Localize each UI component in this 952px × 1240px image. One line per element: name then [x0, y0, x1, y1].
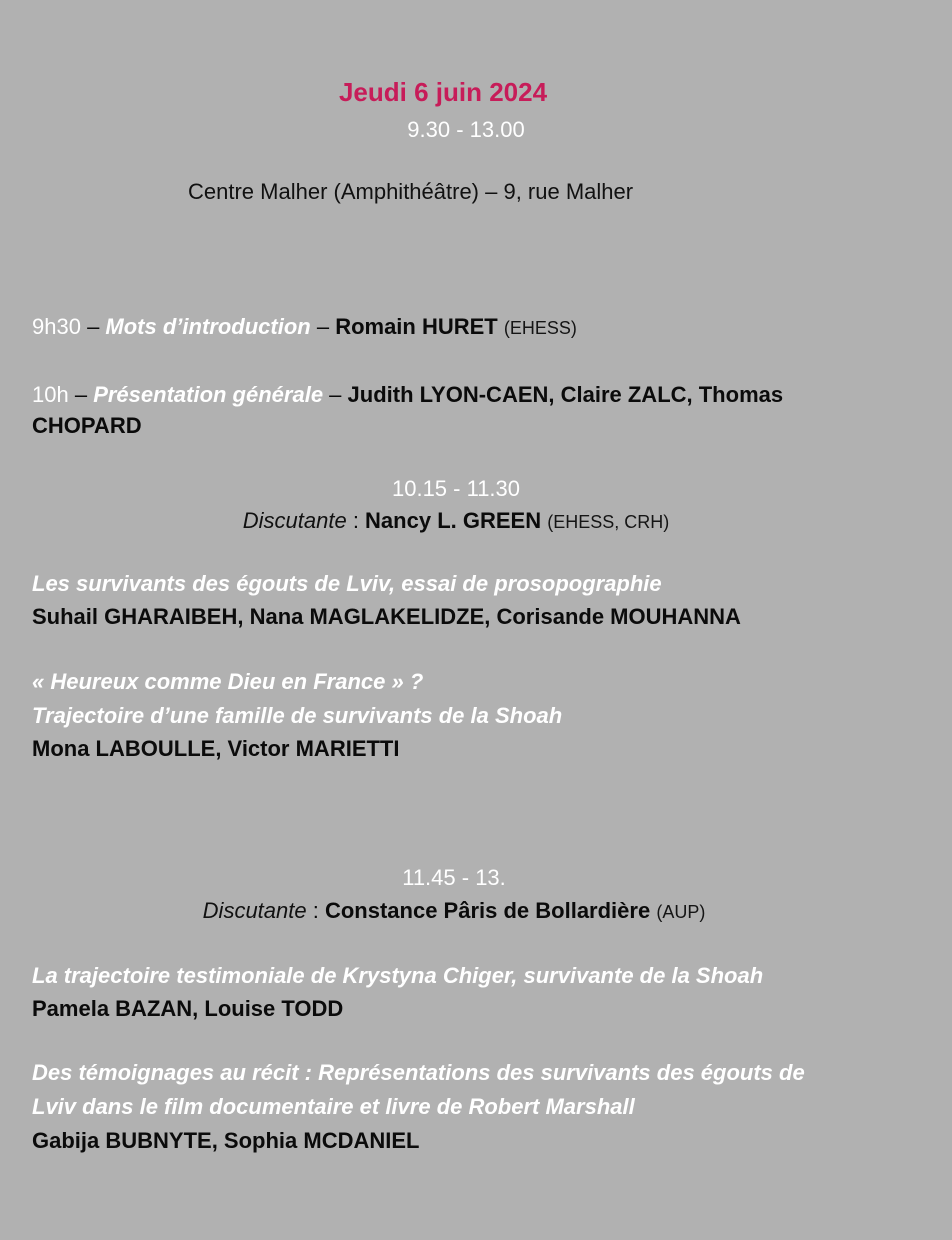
talk-title: Les survivants des égouts de Lviv, essai de prosopographie — [32, 571, 662, 596]
speaker-names: Judith LYON-CAEN, Claire ZALC, Thomas — [347, 382, 784, 407]
discussant-colon: : — [306, 898, 325, 923]
session-1-time: 10.15 - 11.30 — [391, 476, 521, 501]
talk-title-continued: Trajectoire d’une famille de survivants de la Shoah — [32, 703, 563, 728]
speaker-name: Romain HURET — [335, 314, 498, 339]
agenda-title: Mots d’introduction — [105, 314, 311, 339]
talk-authors: Mona LABOULLE, Victor MARIETTI — [32, 736, 400, 761]
agenda-item-introduction — [32, 315, 577, 339]
agenda-item-general-presentation — [32, 383, 783, 407]
talk-title-continued: Lviv dans le film documentaire et livre de Robert Marshall — [32, 1094, 635, 1119]
talk-title: La trajectoire testimoniale de Krystyna Chiger, survivante de la Shoah — [32, 963, 764, 988]
discussant-name: Nancy L. GREEN — [365, 508, 542, 533]
discussant-label: Discutante — [242, 508, 347, 533]
talk-authors: Suhail GHARAIBEH, Nana MAGLAKELIDZE, Corisande MOUHANNA — [32, 604, 741, 629]
agenda-separator: – — [68, 382, 94, 407]
session-2-time: 11.45 - 13. — [402, 865, 506, 890]
talk-authors: Pamela BAZAN, Louise TODD — [32, 996, 344, 1021]
talk-title: « Heureux comme Dieu en France » ? — [32, 669, 424, 694]
discussant-colon: : — [346, 508, 366, 533]
event-time: 9.30 - 13.00 — [407, 117, 525, 142]
discussant-affiliation: (AUP) — [656, 902, 706, 922]
agenda-time: 10h — [32, 382, 69, 407]
speaker-names-continued: CHOPARD — [32, 413, 142, 438]
agenda-title: Présentation générale — [93, 382, 324, 407]
talk-authors: Gabija BUBNYTE, Sophia MCDANIEL — [32, 1128, 420, 1153]
agenda-separator: – — [80, 314, 106, 339]
agenda-time: 9h30 — [32, 314, 81, 339]
talk-title: Des témoignages au récit : Représentations des survivants des égouts de — [32, 1060, 805, 1085]
event-date: Jeudi 6 juin 2024 — [338, 77, 548, 107]
speaker-affiliation: (EHESS) — [503, 318, 577, 338]
discussant-affiliation: (EHESS, CRH) — [547, 512, 670, 532]
event-venue: Centre Malher (Amphithéâtre) – 9, rue Malher — [188, 179, 634, 204]
session-2-discussant — [0, 899, 930, 923]
discussant-label: Discutante — [202, 898, 307, 923]
agenda-separator: – — [323, 382, 348, 407]
agenda-separator: – — [310, 314, 336, 339]
session-1-discussant — [0, 509, 932, 533]
discussant-name: Constance Pâris de Bollardière — [324, 898, 651, 923]
